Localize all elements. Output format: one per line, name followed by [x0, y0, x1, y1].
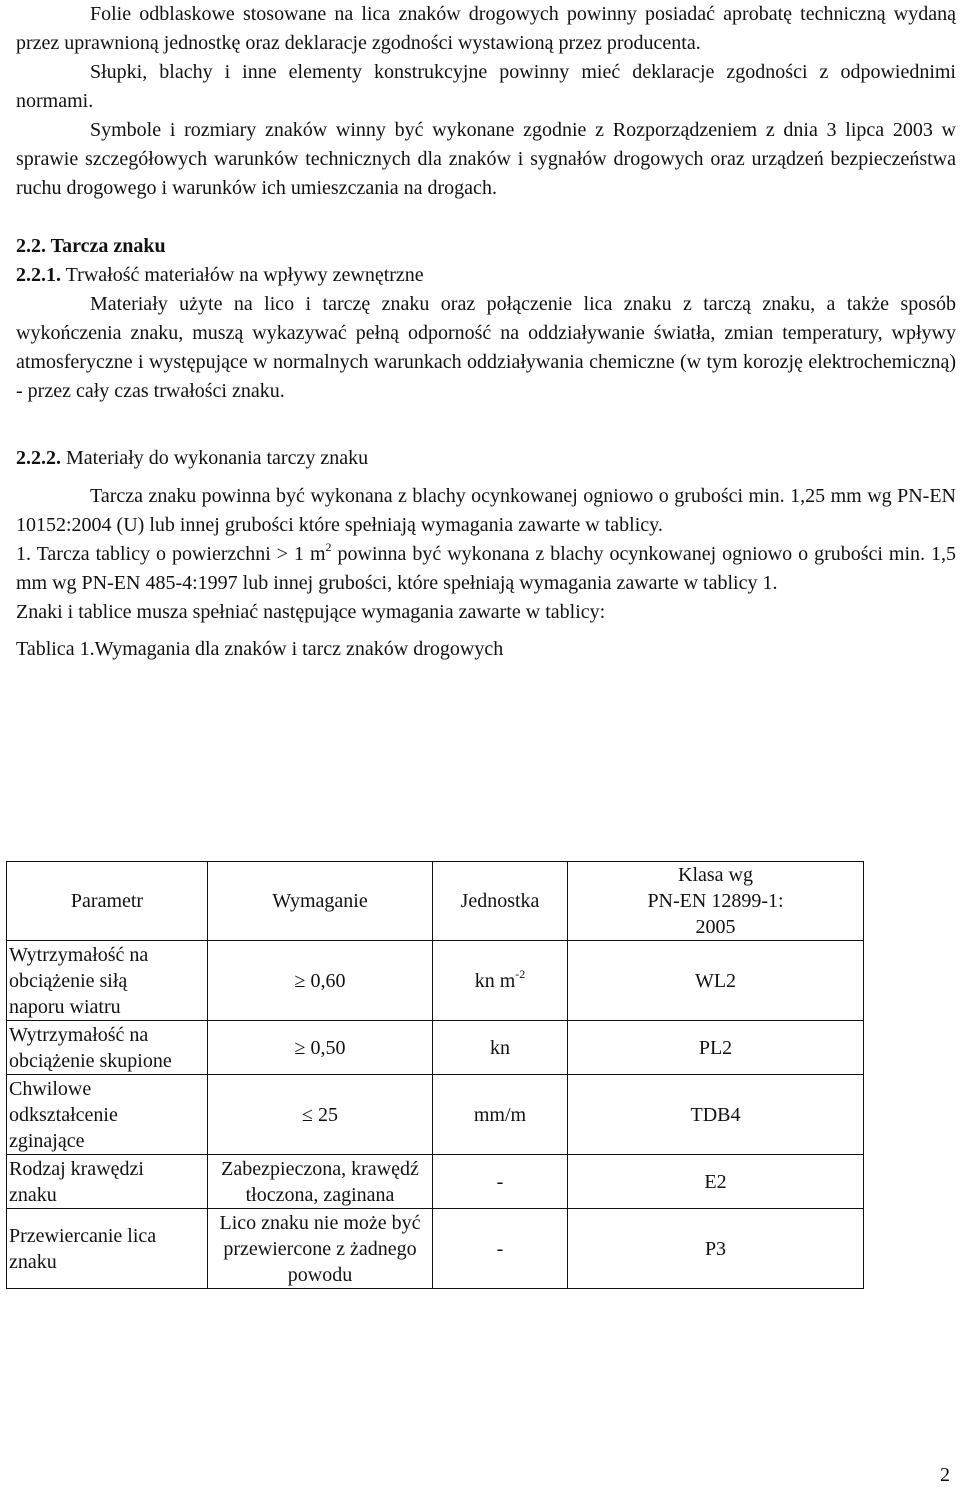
- spacer: [16, 203, 956, 232]
- header-unit: Jednostka: [433, 862, 568, 941]
- header-class-line3: 2005: [695, 916, 736, 938]
- paragraph-board-plate-b: powinna być wykonana z blachy ocynkowanej ogniowo o grubości min. 1,5 mm wg PN-EN 485-4:1997 lub innej grubości, które spełniają wymagania zawarte w tablicy 1.: [16, 543, 957, 594]
- row-unit: kn: [433, 1021, 568, 1075]
- paragraph-materials-durability: Materiały użyte na lico i tarczę znaku oraz połączenie lica znaku z tarczą znaku, a także sposób wykończenia znaku, muszą wykazywać pełną odporność na oddziaływanie światła, zmian temperatury, wpływy atmosferyczne i występujące w normalnych warunkach oddziaływania chemiczne (w tym korozję elektrochemiczną) - przez cały czas trwałości znaku.: [16, 293, 956, 402]
- paragraph-sign-plate-steel: Tarcza znaku powinna być wykonana z blachy ocynkowanej ogniowo o grubości min. 1,25 mm wg PN-EN 10152:2004 (U) lub innej grubości które spełniają wymagania zawarte w tablicy.: [16, 485, 956, 536]
- row-class: E2: [568, 1155, 864, 1209]
- row-param: [7, 1075, 208, 1155]
- heading-2-2-1-text: Trwałość materiałów na wpływy zewnętrzne: [61, 264, 424, 286]
- table-caption: Tablica 1.Wymagania dla znaków i tarcz znaków drogowych: [16, 638, 504, 660]
- table-row: [7, 1075, 864, 1155]
- cell-line: znaku: [9, 1250, 57, 1273]
- page-number: 2: [940, 1464, 950, 1486]
- row-unit: [433, 941, 568, 1021]
- paragraph-reflective-foils: Folie odblaskowe stosowane na lica znaków drogowych powinny posiadać aprobatę techniczną wydaną przez uprawnioną jednostkę oraz deklaracje zgodności wystawioną przez producenta.: [16, 3, 956, 54]
- heading-2-2: 2.2. Tarcza znaku: [16, 235, 166, 257]
- cell-line: Lico znaku nie może być: [219, 1211, 421, 1234]
- cell-line: Rodzaj krawędzi: [9, 1157, 144, 1180]
- row-unit: mm/m: [433, 1075, 568, 1155]
- spacer: [16, 406, 956, 444]
- row-class: P3: [568, 1209, 864, 1289]
- table-row: [7, 1021, 864, 1075]
- cell-line: obciążenie siłą: [9, 969, 128, 992]
- row-class: TDB4: [568, 1075, 864, 1155]
- cell-line: zginające: [9, 1129, 85, 1152]
- spacer: [16, 627, 956, 635]
- row-requirement: [208, 1155, 433, 1209]
- header-param: Parametr: [7, 862, 208, 941]
- unit-superscript: -2: [515, 966, 526, 981]
- row-requirement: [208, 1209, 433, 1289]
- cell-line: Wytrzymałość na: [9, 943, 149, 966]
- paragraph-symbols-sizes: Symbole i rozmiary znaków winny być wykonane zgodnie z Rozporządzeniem z dnia 3 lipca 2003 w sprawie szczegółowych warunków technicznych dla znaków i sygnałów drogowych oraz urządzeń bezpieczeństwa ruchu drogowego i warunków ich umieszczania na drogach.: [16, 119, 956, 199]
- heading-2-2-2-text: Materiały do wykonania tarczy znaku: [61, 447, 369, 469]
- row-param: [7, 1021, 208, 1075]
- cell-line: znaku: [9, 1183, 57, 1206]
- row-requirement: ≥ 0,50: [208, 1021, 433, 1075]
- header-class: [568, 862, 864, 941]
- paragraph-posts-sheets: Słupki, blachy i inne elementy konstrukcyjne powinny mieć deklaracje zgodności z odpowiednimi normami.: [16, 61, 956, 112]
- row-class: PL2: [568, 1021, 864, 1075]
- heading-2-2-2: [16, 444, 956, 473]
- cell-line: odkształcenie: [9, 1103, 118, 1126]
- superscript: 2: [325, 540, 332, 554]
- row-unit: -: [433, 1209, 568, 1289]
- header-class-line1: Klasa wg: [678, 864, 753, 886]
- table-row: [7, 941, 864, 1021]
- cell-line: Chwilowe: [9, 1077, 92, 1100]
- heading-2-2-1-number: 2.2.1.: [16, 264, 61, 286]
- table-header-row: [7, 862, 864, 941]
- cell-line: powodu: [287, 1263, 353, 1286]
- header-requirement: Wymaganie: [208, 862, 433, 941]
- cell-line: tłoczona, zaginana: [245, 1183, 395, 1206]
- table-row: [7, 1155, 864, 1209]
- cell-line: Zabezpieczona, krawędź: [221, 1157, 419, 1180]
- document-page: [16, 0, 956, 664]
- cell-line: Przewiercanie lica: [9, 1224, 157, 1247]
- paragraph-board-plate-a: 1. Tarcza tablicy o powierzchni > 1 m: [16, 543, 326, 565]
- cell-line: przewiercone z żadnego: [223, 1237, 417, 1260]
- cell-line: Wytrzymałość na: [9, 1023, 149, 1046]
- paragraph-requirements-intro: Znaki i tablice musza spełniać następujące wymagania zawarte w tablicy:: [16, 601, 606, 623]
- row-param: [7, 1155, 208, 1209]
- row-param: [7, 1209, 208, 1289]
- row-class: WL2: [568, 941, 864, 1021]
- cell-line: obciążenie skupione: [9, 1049, 172, 1072]
- row-unit: -: [433, 1155, 568, 1209]
- paragraph-board-plate: [16, 540, 956, 598]
- cell-line: naporu wiatru: [9, 995, 121, 1018]
- spacer: [16, 473, 956, 482]
- requirements-table: [6, 861, 864, 1289]
- table-row: [7, 1209, 864, 1289]
- row-param: [7, 941, 208, 1021]
- header-class-line2: PN-EN 12899-1:: [647, 890, 784, 912]
- row-requirement: ≥ 0,60: [208, 941, 433, 1021]
- row-requirement: ≤ 25: [208, 1075, 433, 1155]
- unit-text: kn m: [474, 969, 516, 992]
- heading-2-2-2-number: 2.2.2.: [16, 447, 61, 469]
- heading-2-2-1: [16, 261, 956, 290]
